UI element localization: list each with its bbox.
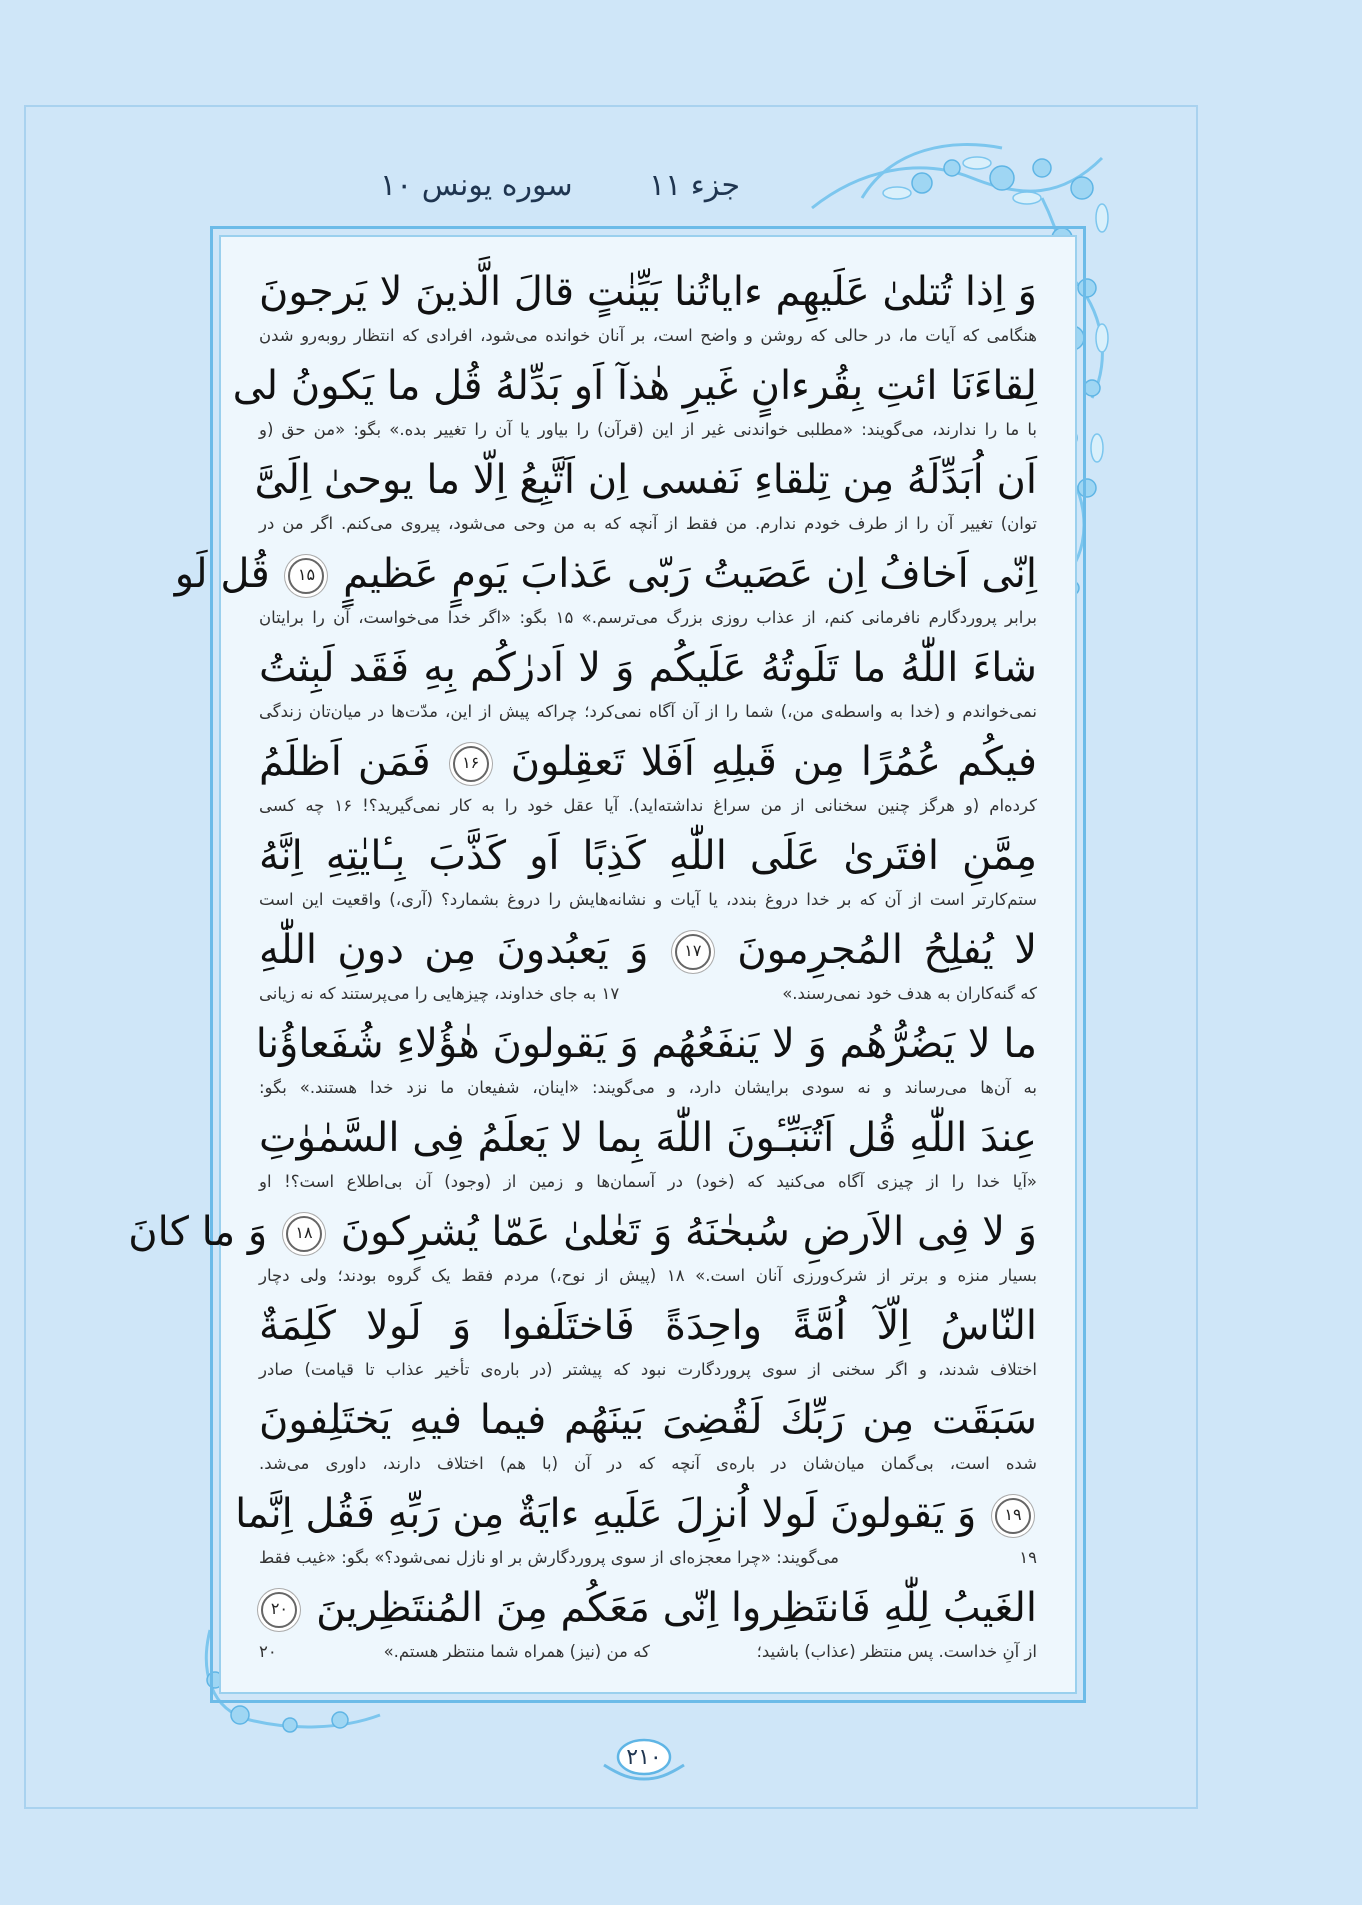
arabic-line: شاءَ اللّٰهُ ما تَلَوتُهُ عَلَيكُم وَ لا اَدرٰكُم بِهِ فَقَد لَبِثتُ bbox=[259, 645, 1037, 691]
arabic-line: ما لا يَضُرُّهُم وَ لا يَنفَعُهُم وَ يَقولونَ هٰؤُلاءِ شُفَعاؤُنا bbox=[255, 1021, 1037, 1067]
arabic-line bbox=[259, 731, 1037, 793]
ayah-number-marker: ۱۷ bbox=[675, 934, 711, 970]
arabic-segment: لا يُفلِحُ المُجرِمونَ bbox=[737, 927, 1037, 973]
translation-segment: ۱۷ به جای خداوند، چیزهایی را می‌پرستند که نه زیانی bbox=[259, 984, 620, 1003]
translation-line: کرده‌ام (و هرگز چنین سخنانی از من سراغ نداشته‌اید). آیا عقل خود را به کار نمی‌گیرید؟! ۱۶ چه کسی bbox=[259, 796, 1037, 815]
page-number-badge bbox=[600, 1735, 688, 1781]
arabic-segment: فَمَن اَظلَمُ bbox=[259, 739, 431, 785]
translation-segment: می‌گویند: «چرا معجزه‌ای از سوی پروردگارش بر او نازل نمی‌شود؟» بگو: «غیب فقط bbox=[259, 1548, 840, 1567]
arabic-segment: وَ ما كانَ bbox=[128, 1209, 268, 1255]
translation-line: نمی‌خواندم و (خدا به واسطه‌ی من،) شما را از آن آگاه نمی‌کرد؛ چراکه پیش از این، مدّت‌ها در میان‌تان زندگی bbox=[259, 702, 1037, 721]
translation-line bbox=[259, 981, 1037, 1013]
juz-label: جزء ۱۱ bbox=[649, 168, 740, 203]
translation-segment: ۲۰ bbox=[259, 1642, 277, 1661]
ayah-number-marker: ۱۸ bbox=[286, 1216, 322, 1252]
arabic-line: عِندَ اللّٰهِ قُل اَتُنَبِّـٔونَ اللّٰهَ بِما لا يَعلَمُ فِى السَّمٰوٰتِ bbox=[259, 1115, 1037, 1161]
translation-line: هنگامی که آیات ما، در حالی که روشن و واضح است، بر آنان خوانده می‌شود، افرادی که انتظار روبه‌رو شدن bbox=[259, 326, 1037, 345]
text-body bbox=[128, 235, 1077, 1694]
translation-line: با ما را ندارند، می‌گویند: «مطلبی خواندنی غیر از این (قرآن) را بیاور یا آن را تغییر بده.» بگو: «من حق (و bbox=[259, 420, 1037, 439]
arabic-line bbox=[259, 1577, 1037, 1639]
arabic-segment: قُل لَو bbox=[174, 551, 270, 597]
arabic-line: النّاسُ اِلّآ اُمَّةً واحِدَةً فَاختَلَفوا وَ لَولا كَلِمَةٌ bbox=[259, 1303, 1037, 1349]
page-header bbox=[380, 168, 740, 220]
translation-segment: ۱۹ bbox=[1019, 1548, 1037, 1567]
translation-line: به آن‌ها می‌رساند و نه سودی برایشان دارد، و می‌گویند: «اینان، شفیعان ما نزد خدا هستند.» بگو: bbox=[259, 1078, 1037, 1097]
arabic-line: وَ اِذا تُتلىٰ عَلَيهِم ءاياتُنا بَيِّنٰتٍ قالَ الَّذينَ لا يَرجونَ bbox=[258, 269, 1037, 315]
translation-segment: از آنِ خداست. پس منتظر (عذاب) باشید؛ bbox=[756, 1642, 1037, 1661]
arabic-line bbox=[235, 1483, 1037, 1545]
arabic-segment: وَ يَعبُدونَ مِن دونِ اللّٰهِ bbox=[259, 927, 649, 973]
surah-label: سوره یونس ۱۰ bbox=[380, 168, 573, 203]
translation-line bbox=[259, 1545, 1037, 1577]
translation-line: بسیار منزه و برتر از شرک‌ورزی آنان است.» ۱۸ (پیش از نوح،) مردم فقط یک گروه بودند؛ ولی دچار bbox=[259, 1266, 1037, 1285]
arabic-line: اَن اُبَدِّلَهُ مِن تِلقاءِ نَفسى اِن اَتَّبِعُ اِلّا ما يوحىٰ اِلَىَّ bbox=[254, 457, 1037, 503]
translation-line: ستم‌کارتر است از آن که بر خدا دروغ بندد، یا آیات و نشانه‌هایش را دروغ بشمارد؟ (آری،) واقعیت این است bbox=[259, 890, 1037, 909]
ayah-number-marker: ۲۰ bbox=[261, 1592, 297, 1628]
translation-line: اختلاف شدند، و اگر سخنی از سوی پروردگارت نبود که پیشتر (در باره‌ی تأخیر عذاب تا قیامت) صادر bbox=[259, 1360, 1037, 1379]
arabic-line bbox=[128, 1201, 1037, 1263]
arabic-segment: اِنّى اَخافُ اِن عَصَيتُ رَبّى عَذابَ يَومٍ عَظيمٍ bbox=[343, 551, 1037, 597]
arabic-line bbox=[259, 919, 1037, 981]
translation-line: توان) تغییر آن را از طرف خودم ندارم. من فقط از آنچه که به من وحی می‌شود، پیروی می‌کنم. اگر من در bbox=[259, 514, 1037, 533]
ayah-number-marker: ۱۶ bbox=[453, 746, 489, 782]
text-frame bbox=[128, 226, 1086, 1703]
translation-segment: که من (نیز) همراه شما منتظر هستم.» bbox=[383, 1642, 650, 1661]
arabic-segment: وَ لا فِى الاَرضِ سُبحٰنَهُ وَ تَعٰلىٰ عَمّا يُشرِكونَ bbox=[340, 1209, 1037, 1255]
translation-line: برابر پروردگارم نافرمانی کنم، از عذاب روزی بزرگ می‌ترسم.» ۱۵ بگو: «اگر خدا می‌خواست، آن را برایتان bbox=[259, 608, 1037, 627]
arabic-line: لِقاءَنَا ائتِ بِقُرءانٍ غَيرِ هٰذآ اَو بَدِّلهُ قُل ما يَكونُ لى bbox=[232, 363, 1037, 409]
translation-line: شده است، بی‌گمان میان‌شان در باره‌ی آنچه که در آن (با هم) اختلاف دارند، داوری می‌شد. bbox=[259, 1454, 1037, 1473]
arabic-line: سَبَقَت مِن رَبِّكَ لَقُضِىَ بَينَهُم فيما فيهِ يَختَلِفونَ bbox=[259, 1397, 1037, 1443]
ayah-number-marker: ۱۹ bbox=[995, 1498, 1031, 1534]
translation-segment: که گنه‌کاران به هدف خود نمی‌رسند.» bbox=[782, 984, 1037, 1003]
translation-line: «آیا خدا را از چیزی آگاه می‌کنید که (خود) در آسمان‌ها و زمین از (وجود) آن بی‌اطلاع است؟! او bbox=[259, 1172, 1037, 1191]
arabic-line bbox=[174, 543, 1037, 605]
arabic-segment: فيكُم عُمُرًا مِن قَبلِهِ اَفَلا تَعقِلونَ bbox=[510, 739, 1037, 785]
translation-line bbox=[259, 1639, 1037, 1671]
page-number: ۲۱۰ bbox=[626, 1745, 662, 1770]
arabic-segment: وَ يَقولونَ لَولا اُنزِلَ عَلَيهِ ءايَةٌ مِن رَبِّهِ فَقُل اِنَّما bbox=[235, 1491, 977, 1537]
ayah-number-marker: ۱۵ bbox=[288, 558, 324, 594]
arabic-segment: الغَيبُ لِلّٰهِ فَانتَظِروا اِنّى مَعَكُم مِنَ المُنتَظِرينَ bbox=[316, 1585, 1037, 1631]
arabic-line: مِمَّنِ افتَرىٰ عَلَى اللّٰهِ كَذِبًا اَو كَذَّبَ بِـٔايٰتِهِ اِنَّهُ bbox=[259, 833, 1037, 879]
